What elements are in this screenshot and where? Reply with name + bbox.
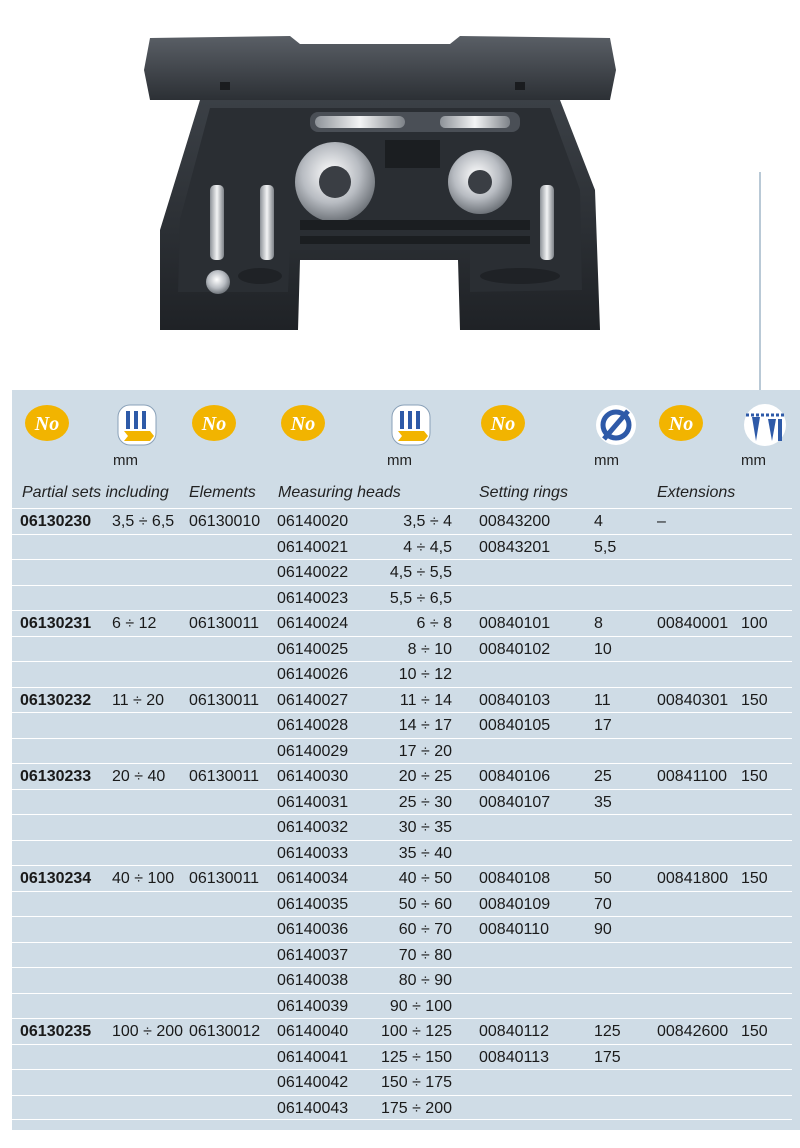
measuring-head-number: 06140034 <box>277 870 349 887</box>
measuring-head-range: 25 ÷ 30 <box>398 793 452 811</box>
number-badge-icon <box>24 403 70 443</box>
extension-length: 150 <box>741 870 768 887</box>
measuring-head-number: 06140028 <box>277 717 349 734</box>
table-row <box>12 738 792 764</box>
setting-ring-number: 00840103 <box>479 691 551 709</box>
extension-length-icon <box>742 403 788 447</box>
extension-number: 00842600 <box>657 1023 729 1040</box>
element-number: 06130012 <box>189 1023 261 1040</box>
set-number: 06130230 <box>20 513 92 530</box>
measuring-head-number: 06140039 <box>277 997 349 1015</box>
measuring-head-range: 4,5 ÷ 5,5 <box>389 564 452 581</box>
element-number: 06130010 <box>189 513 261 530</box>
setting-ring-number: 00840101 <box>479 615 551 632</box>
set-range: 100 ÷ 200 <box>112 1023 184 1040</box>
setting-ring-diameter: 4 <box>594 513 603 530</box>
set-range: 3,5 ÷ 6,5 <box>112 513 175 530</box>
table-row <box>12 559 792 585</box>
measuring-head-number: 06140037 <box>277 946 349 964</box>
svg-text:No: No <box>201 413 227 435</box>
extension-number: 00840001 <box>657 615 729 632</box>
table-row <box>12 661 792 687</box>
table-row <box>12 865 792 891</box>
measuring-head-number: 06140041 <box>277 1048 349 1066</box>
element-number: 06130011 <box>189 870 259 887</box>
measuring-head-number: 06140027 <box>277 691 349 709</box>
header-extensions: Extensions <box>657 484 736 501</box>
measuring-head-range: 50 ÷ 60 <box>398 895 452 913</box>
measuring-head-range: 14 ÷ 17 <box>398 717 452 734</box>
setting-ring-number: 00840108 <box>479 870 551 887</box>
measuring-head-number: 06140024 <box>277 615 349 632</box>
header-partial-sets: Partial sets including <box>22 484 169 501</box>
extension-number: 00841800 <box>657 870 729 887</box>
table-row <box>12 1095 792 1121</box>
table-row <box>12 508 792 534</box>
measuring-head-range: 6 ÷ 8 <box>416 615 452 632</box>
unit-label: mm <box>113 452 138 469</box>
measuring-head-range: 70 ÷ 80 <box>398 946 452 964</box>
header-elements: Elements <box>189 484 256 501</box>
table-row <box>12 610 792 636</box>
setting-ring-diameter: 5,5 <box>594 538 617 556</box>
measuring-head-range: 80 ÷ 90 <box>398 972 452 989</box>
table-row <box>12 636 792 662</box>
extension-number: – <box>657 513 666 530</box>
measuring-head-number: 06140033 <box>277 844 349 862</box>
setting-ring-diameter: 25 <box>594 768 612 785</box>
header-measuring-heads: Measuring heads <box>278 484 401 501</box>
setting-ring-diameter: 50 <box>594 870 612 887</box>
setting-ring-diameter: 175 <box>594 1048 621 1066</box>
measuring-range-icon <box>388 403 434 447</box>
measuring-head-range: 20 ÷ 25 <box>398 768 452 785</box>
number-badge-icon <box>480 403 526 443</box>
table-row <box>12 891 792 917</box>
measuring-head-range: 10 ÷ 12 <box>398 666 452 683</box>
table-row <box>12 789 792 815</box>
measuring-range-icon <box>114 403 160 447</box>
svg-text:No: No <box>34 413 60 435</box>
measuring-head-range: 100 ÷ 125 <box>380 1023 452 1040</box>
setting-ring-number: 00840106 <box>479 768 551 785</box>
table-row <box>12 712 792 738</box>
table-body <box>12 508 792 1120</box>
measuring-head-range: 8 ÷ 10 <box>407 640 452 658</box>
table-row <box>12 1018 792 1044</box>
setting-ring-number: 00840112 <box>479 1023 549 1040</box>
measuring-head-number: 06140038 <box>277 972 349 989</box>
set-number: 06130231 <box>20 615 92 632</box>
set-number: 06130233 <box>20 768 92 785</box>
setting-ring-number: 00840105 <box>479 717 551 734</box>
table-row <box>12 814 792 840</box>
extension-length: 150 <box>741 768 768 785</box>
number-badge-icon <box>280 403 326 443</box>
table-row <box>12 967 792 993</box>
table-row <box>12 916 792 942</box>
table-row <box>12 942 792 968</box>
element-number: 06130011 <box>189 768 259 785</box>
set-range: 20 ÷ 40 <box>112 768 166 785</box>
diameter-icon <box>594 403 638 447</box>
set-number: 06130235 <box>20 1023 92 1040</box>
measuring-head-number: 06140035 <box>277 895 349 913</box>
header-setting-rings: Setting rings <box>479 484 568 501</box>
measuring-head-number: 06140021 <box>277 538 349 556</box>
leader-line <box>759 172 761 392</box>
measuring-head-number: 06140020 <box>277 513 349 530</box>
setting-ring-number: 00840113 <box>479 1048 549 1066</box>
extension-length: 150 <box>741 1023 768 1040</box>
measuring-head-range: 5,5 ÷ 6,5 <box>389 589 452 607</box>
set-range: 11 ÷ 20 <box>112 691 165 709</box>
measuring-head-range: 150 ÷ 175 <box>380 1074 452 1091</box>
measuring-head-range: 175 ÷ 200 <box>380 1099 452 1117</box>
table-row <box>12 1069 792 1095</box>
element-number: 06130011 <box>189 615 259 632</box>
measuring-head-range: 3,5 ÷ 4 <box>403 513 452 530</box>
measuring-head-range: 40 ÷ 50 <box>398 870 452 887</box>
setting-ring-number: 00840109 <box>479 895 551 913</box>
table-row <box>12 1044 792 1070</box>
extension-number: 00841100 <box>657 768 727 785</box>
setting-ring-number: 00840110 <box>479 921 549 938</box>
measuring-head-number: 06140036 <box>277 921 349 938</box>
measuring-head-number: 06140029 <box>277 742 349 760</box>
setting-ring-number: 00840107 <box>479 793 551 811</box>
setting-ring-number: 00843200 <box>479 513 551 530</box>
element-number: 06130011 <box>189 691 259 709</box>
unit-label: mm <box>741 452 766 469</box>
measuring-head-number: 06140031 <box>277 793 349 811</box>
measuring-head-range: 60 ÷ 70 <box>398 921 452 938</box>
unit-label: mm <box>387 452 412 469</box>
table-row <box>12 840 792 866</box>
measuring-head-number: 06140043 <box>277 1099 349 1117</box>
set-range: 6 ÷ 12 <box>112 615 157 632</box>
setting-ring-diameter: 10 <box>594 640 612 658</box>
extension-number: 00840301 <box>657 691 729 709</box>
measuring-head-number: 06140026 <box>277 666 349 683</box>
measuring-head-number: 06140025 <box>277 640 349 658</box>
measuring-head-number: 06140032 <box>277 819 349 836</box>
setting-ring-diameter: 90 <box>594 921 612 938</box>
number-badge-icon <box>658 403 704 443</box>
extension-length: 150 <box>741 691 768 709</box>
setting-ring-diameter: 125 <box>594 1023 621 1040</box>
product-photo-case <box>140 30 620 340</box>
setting-ring-diameter: 17 <box>594 717 612 734</box>
number-badge-icon <box>191 403 237 443</box>
measuring-head-number: 06140022 <box>277 564 349 581</box>
table-row <box>12 993 792 1019</box>
svg-text:No: No <box>290 413 316 435</box>
setting-ring-number: 00840102 <box>479 640 551 658</box>
measuring-head-number: 06140030 <box>277 768 349 785</box>
measuring-head-range: 17 ÷ 20 <box>398 742 452 760</box>
extension-length: 100 <box>741 615 768 632</box>
measuring-head-range: 90 ÷ 100 <box>389 997 452 1015</box>
svg-text:No: No <box>668 413 694 435</box>
setting-ring-diameter: 70 <box>594 895 612 913</box>
table-row <box>12 534 792 560</box>
set-number: 06130232 <box>20 691 92 709</box>
svg-text:No: No <box>490 413 516 435</box>
measuring-head-range: 35 ÷ 40 <box>398 844 452 862</box>
measuring-head-range: 11 ÷ 14 <box>399 691 452 709</box>
table-row <box>12 687 792 713</box>
setting-ring-number: 00843201 <box>479 538 551 556</box>
setting-ring-diameter: 11 <box>594 691 611 709</box>
set-number: 06130234 <box>20 870 92 887</box>
measuring-head-number: 06140042 <box>277 1074 349 1091</box>
measuring-head-number: 06140040 <box>277 1023 349 1040</box>
measuring-head-range: 4 ÷ 4,5 <box>403 538 452 556</box>
setting-ring-diameter: 35 <box>594 793 612 811</box>
unit-label: mm <box>594 452 619 469</box>
table-row <box>12 585 792 611</box>
table-row <box>12 763 792 789</box>
setting-ring-diameter: 8 <box>594 615 603 632</box>
measuring-head-number: 06140023 <box>277 589 349 607</box>
set-range: 40 ÷ 100 <box>112 870 175 887</box>
measuring-head-range: 125 ÷ 150 <box>380 1048 452 1066</box>
measuring-head-range: 30 ÷ 35 <box>398 819 452 836</box>
